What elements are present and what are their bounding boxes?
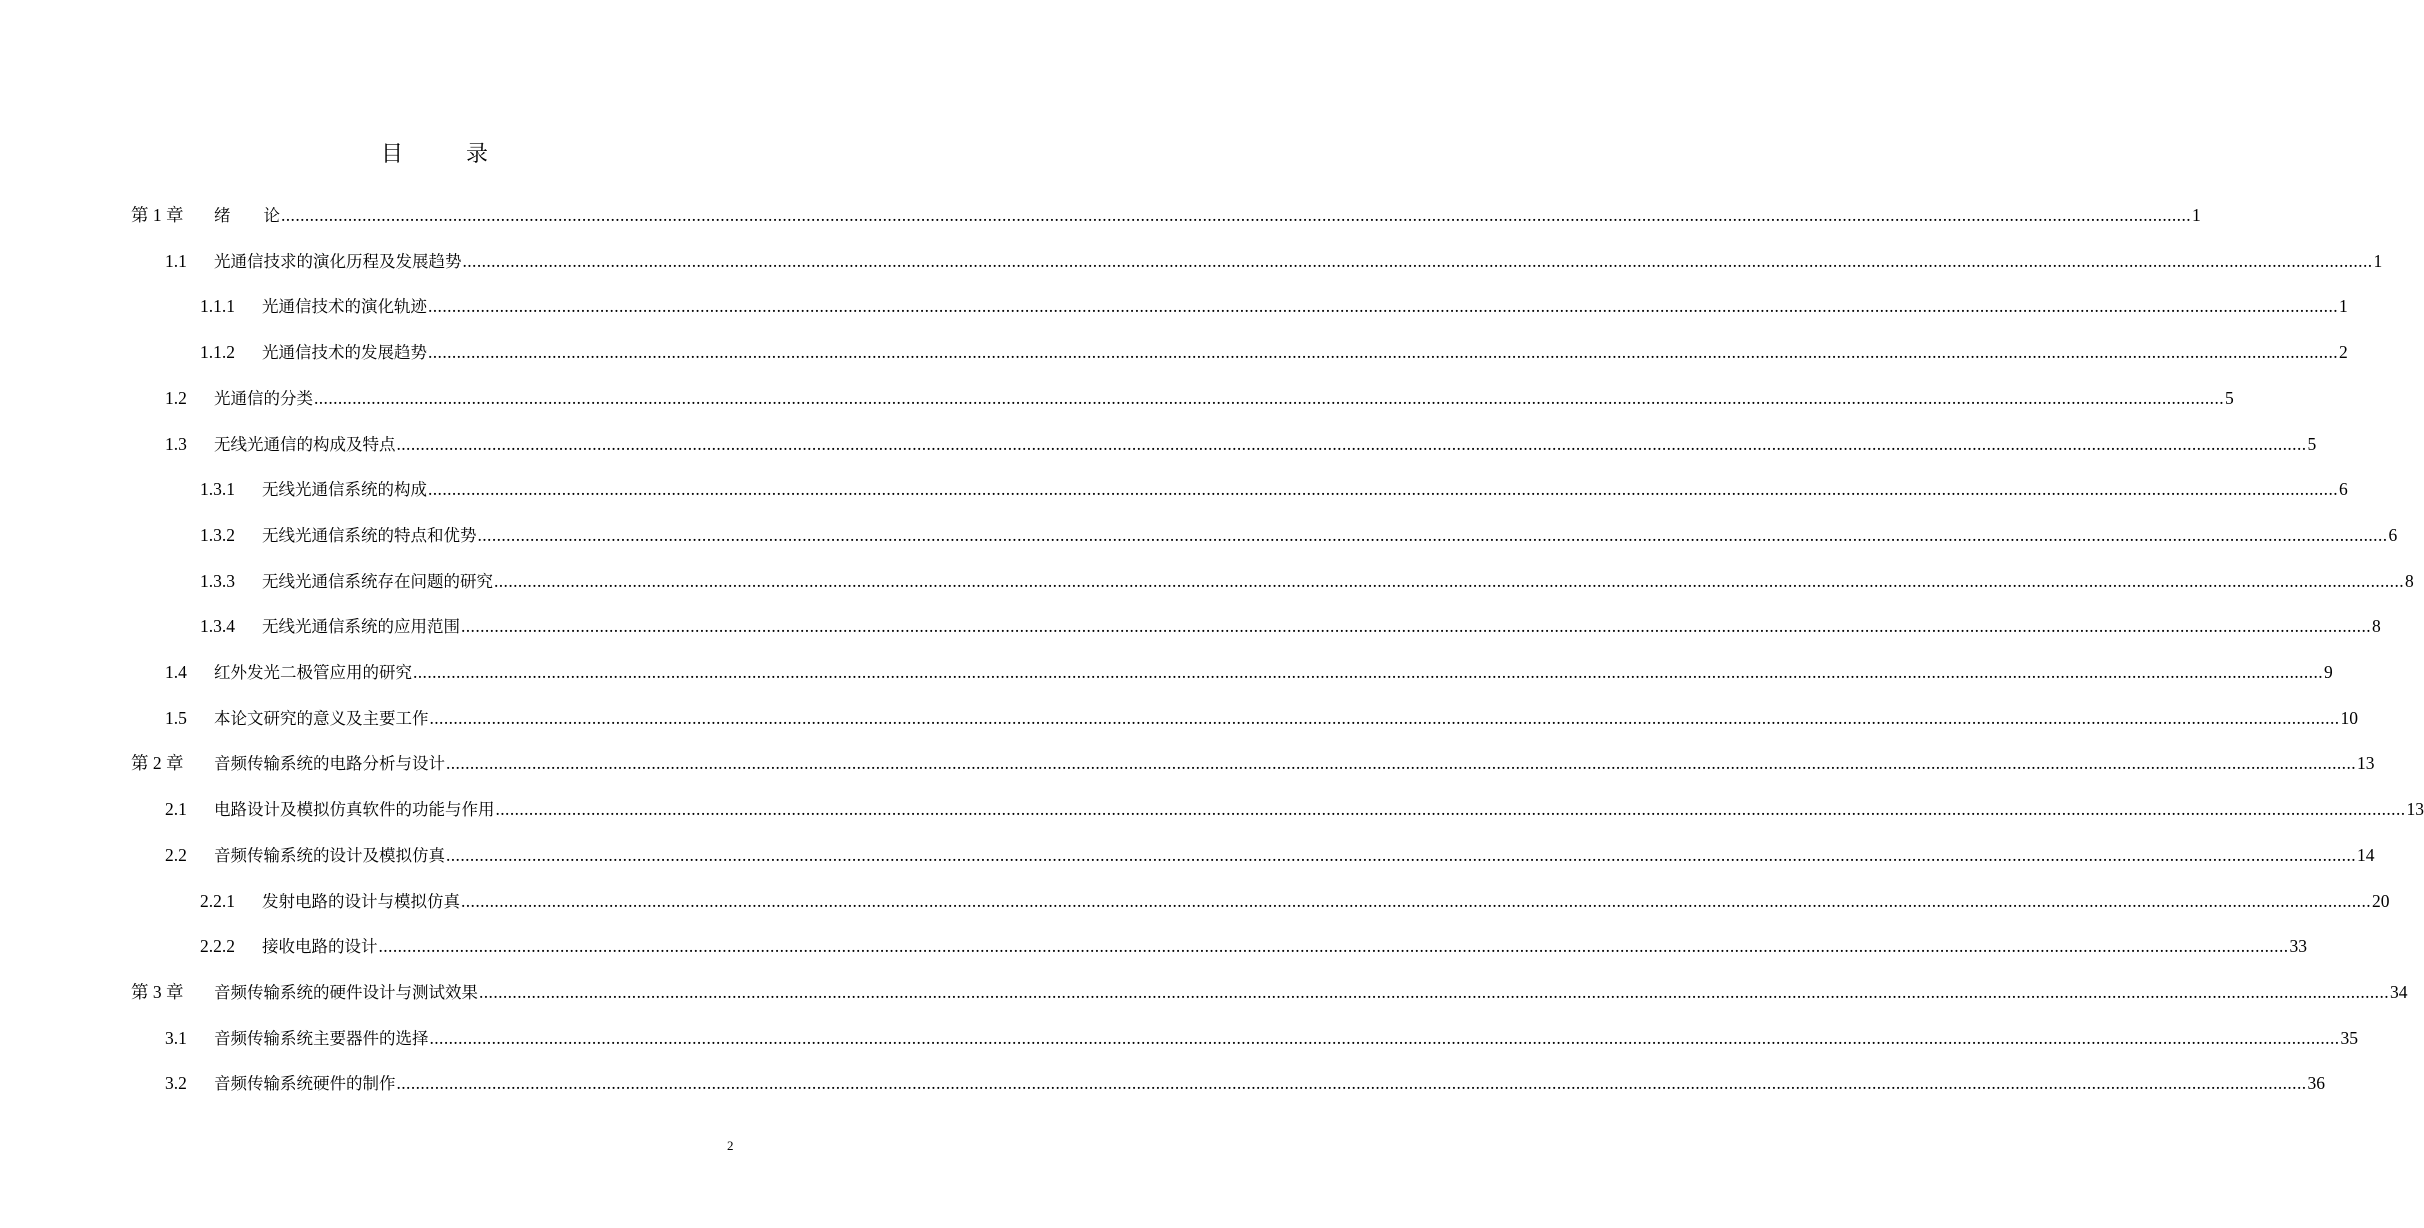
toc-entry-title: 发射电路的设计与模拟仿真 (262, 891, 460, 911)
toc-dot-leader: ................................................................................................................................................................................................................................................................................................................................................................................................................ (494, 570, 2404, 591)
toc-entry[interactable] (165, 794, 2424, 824)
toc-dot-leader: ................................................................................................................................................................................................................................................................................................................................................................................................................ (413, 662, 2323, 682)
toc-dot-leader: ................................................................................................................................................................................................................................................................................................................................................................................................................ (446, 753, 2356, 774)
toc-entry-page: 9 (2324, 662, 2333, 682)
toc-dot-leader: ................................................................................................................................................................................................................................................................................................................................................................................................................ (477, 524, 2388, 545)
toc-entry-number: 1.3.3 (200, 570, 235, 591)
toc-entry-page: 35 (2340, 1027, 2358, 1048)
toc-entry[interactable] (165, 429, 2317, 459)
toc-entry[interactable] (200, 337, 2348, 367)
toc-entry-number: 1.4 (165, 662, 187, 682)
toc-entry-title: 光通信技术的演化轨迹 (262, 297, 427, 317)
toc-dot-leader: ................................................................................................................................................................................................................................................................................................................................................................................................................ (396, 1073, 2307, 1094)
toc-entry-number: 2.2.2 (200, 936, 235, 957)
toc-entry[interactable] (165, 657, 2333, 687)
toc-entry-title: 光通信技术的发展趋势 (262, 343, 427, 363)
toc-entry-number: 1.3.2 (200, 524, 235, 545)
toc-entry-title: 无线光通信系统的应用范围 (262, 617, 460, 637)
toc-entry-page: 5 (2307, 433, 2317, 454)
toc-entry-number: 3.1 (165, 1027, 187, 1048)
toc-dot-leader: ................................................................................................................................................................................................................................................................................................................................................................................................................ (429, 707, 2340, 728)
toc-entry-title: 音频传输系统的设计及模拟仿真 (214, 845, 445, 865)
toc-entry-title: 电路设计及模拟仿真软件的功能与作用 (214, 800, 495, 820)
page-number: 2 (727, 1138, 734, 1153)
toc-entry[interactable] (200, 931, 2307, 961)
toc-entry-number: 1.5 (165, 707, 187, 728)
toc-entry-page: 33 (2289, 936, 2307, 957)
toc-entry-number: 1.2 (165, 387, 187, 408)
toc-dot-leader: ................................................................................................................................................................................................................................................................................................................................................................................................................ (378, 936, 2289, 957)
toc-entry[interactable] (200, 520, 2398, 550)
toc-entry-number: 1.1.2 (200, 342, 235, 363)
toc-dot-leader: ................................................................................................................................................................................................................................................................................................................................................................................................................ (462, 250, 2373, 271)
toc-entry-number: 2.1 (165, 799, 187, 820)
toc-entry-title: 无线光通信系统存在问题的研究 (262, 571, 493, 591)
page-title: 目 录 (381, 142, 516, 167)
toc-entry-page: 8 (2372, 616, 2381, 637)
toc-entry-page: 8 (2405, 570, 2414, 591)
toc-entry-title: 光通信技求的演化历程及发展趋势 (214, 251, 462, 271)
toc-entry[interactable] (165, 1023, 2358, 1053)
toc-entry-page: 20 (2372, 890, 2390, 911)
toc-dot-leader: ................................................................................................................................................................................................................................................................................................................................................................................................................ (428, 296, 2338, 317)
toc-entry-number: 2.2.1 (200, 890, 235, 911)
toc-dot-leader: ................................................................................................................................................................................................................................................................................................................................................................................................................ (428, 479, 2338, 500)
toc-entry-page: 14 (2357, 844, 2375, 865)
toc-entry-page: 34 (2390, 981, 2408, 1002)
toc-entry[interactable] (165, 1068, 2325, 1098)
toc-dot-leader: ................................................................................................................................................................................................................................................................................................................................................................................................................ (446, 844, 2356, 865)
toc-dot-leader: ................................................................................................................................................................................................................................................................................................................................................................................................................ (281, 205, 2191, 225)
toc-entry-title: 音频传输系统主要器件的选择 (214, 1028, 429, 1048)
toc-entry-page: 6 (2388, 524, 2398, 545)
toc-dot-leader: ................................................................................................................................................................................................................................................................................................................................................................................................................ (495, 799, 2406, 820)
toc-entry-page: 36 (2307, 1073, 2325, 1094)
toc-dot-leader: ................................................................................................................................................................................................................................................................................................................................................................................................................ (429, 1027, 2340, 1048)
toc-entry-title: 本论文研究的意义及主要工作 (214, 708, 429, 728)
toc-dot-leader: ................................................................................................................................................................................................................................................................................................................................................................................................................ (461, 890, 2371, 911)
toc-entry-title: 音频传输系统的硬件设计与测试效果 (214, 982, 478, 1002)
toc-entry[interactable] (165, 703, 2358, 733)
toc-entry[interactable] (165, 246, 2383, 276)
toc-entry[interactable] (131, 200, 2201, 230)
toc-entry[interactable] (165, 840, 2375, 870)
toc-entry-number: 2.2 (165, 844, 187, 865)
toc-entry-number: 第 1 章 (131, 205, 184, 225)
toc-dot-leader: ................................................................................................................................................................................................................................................................................................................................................................................................................ (461, 616, 2371, 637)
toc-dot-leader: ................................................................................................................................................................................................................................................................................................................................................................................................................ (396, 433, 2307, 454)
toc-entry-title: 无线光通信系统的构成 (262, 480, 427, 500)
toc-entry-page: 10 (2340, 707, 2358, 728)
toc-entry-number: 1.1 (165, 250, 187, 271)
toc-entry-page: 1 (2339, 296, 2348, 317)
toc-entry-title: 无线光通信的构成及特点 (214, 434, 396, 454)
toc-entry-number: 1.3 (165, 433, 187, 454)
toc-entry-title: 红外发光二极管应用的研究 (214, 663, 412, 682)
toc-entry-number: 1.3.4 (200, 616, 235, 637)
toc-entry[interactable] (131, 977, 2408, 1007)
toc-dot-leader: ................................................................................................................................................................................................................................................................................................................................................................................................................ (428, 342, 2338, 363)
toc-entry-page: 1 (2373, 250, 2383, 271)
toc-entry-title: 绪 论 (214, 206, 280, 225)
toc-entry[interactable] (200, 886, 2390, 916)
toc-dot-leader: ................................................................................................................................................................................................................................................................................................................................................................................................................ (314, 387, 2224, 408)
toc-entry-title: 音频传输系统硬件的制作 (214, 1074, 396, 1094)
toc-entry-number: 第 2 章 (131, 753, 184, 774)
toc-entry-number: 第 3 章 (131, 981, 184, 1002)
toc-entry-page: 5 (2225, 387, 2234, 408)
toc-entry[interactable] (200, 291, 2348, 321)
toc-dot-leader: ................................................................................................................................................................................................................................................................................................................................................................................................................ (479, 981, 2389, 1002)
toc-entry-page: 2 (2339, 342, 2348, 363)
toc-entry[interactable] (131, 748, 2375, 778)
toc-entry-number: 1.1.1 (200, 296, 235, 317)
toc-entry[interactable] (200, 611, 2381, 641)
toc-entry-page: 13 (2406, 799, 2424, 820)
toc-entry-title: 无线光通信系统的特点和优势 (262, 525, 477, 545)
toc-entry-title: 光通信的分类 (214, 388, 313, 408)
toc-entry-title: 接收电路的设计 (262, 937, 378, 957)
toc-entry[interactable] (200, 474, 2348, 504)
toc-entry-page: 1 (2192, 205, 2201, 225)
toc-entry[interactable] (165, 383, 2234, 413)
toc-entry-title: 音频传输系统的电路分析与设计 (214, 754, 445, 774)
toc-entry-number: 1.3.1 (200, 479, 235, 500)
toc-entry[interactable] (200, 566, 2414, 596)
toc-entry-page: 13 (2357, 753, 2375, 774)
toc-entry-page: 6 (2339, 479, 2348, 500)
toc-entry-number: 3.2 (165, 1073, 187, 1094)
